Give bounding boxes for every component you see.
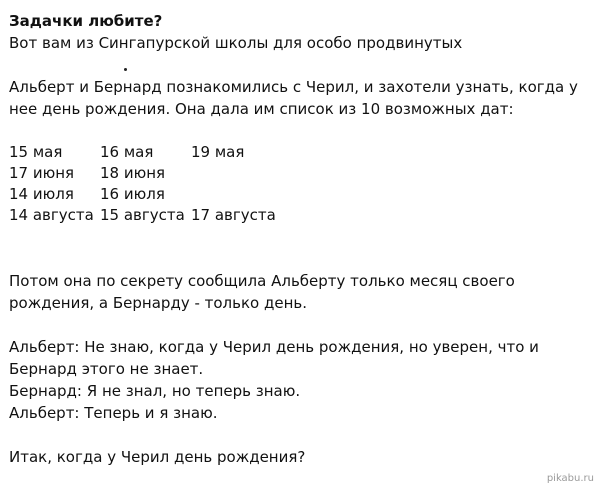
dialogue-line-2: Бернард этого не знает.	[9, 360, 204, 378]
intro-line-2: нее день рождения. Она дала им список из 10 возможных дат:	[9, 100, 514, 118]
question: Итак, когда у Черил день рождения?	[9, 448, 306, 466]
heading: Задачки любите?	[9, 12, 163, 30]
dialogue-line-1: Альберт: Не знаю, когда у Черил день рождения, но уверен, что и	[9, 338, 539, 356]
secret-line-2: рождения, а Бернарду - только день.	[9, 294, 308, 312]
date-item: 19 мая	[191, 143, 245, 161]
intro-line-1: Альберт и Бернард познакомились с Черил, и захотели узнать, когда у	[9, 78, 578, 96]
date-item: 15 мая	[9, 143, 63, 161]
date-item: 14 августа	[9, 206, 94, 224]
date-row-may	[9, 142, 594, 163]
date-item: 18 июня	[100, 164, 166, 182]
secret-line-1: Потом она по секрету сообщила Альберту только месяц своего	[9, 272, 515, 290]
stray-dot	[124, 68, 127, 71]
dialogue-line-3: Бернард: Я не знал, но теперь знаю.	[9, 382, 301, 400]
subtitle: Вот вам из Сингапурской школы для особо продвинутых	[9, 34, 463, 52]
date-item: 14 июля	[9, 185, 74, 203]
date-list	[9, 142, 594, 226]
date-item: 17 июня	[9, 164, 75, 182]
dialogue-line-4: Альберт: Теперь и я знаю.	[9, 404, 218, 422]
date-item: 16 мая	[100, 143, 154, 161]
date-row-june	[9, 163, 594, 184]
date-item: 17 августа	[191, 206, 276, 224]
date-item: 15 августа	[100, 206, 185, 224]
problem-text	[9, 10, 594, 468]
date-row-august	[9, 205, 594, 226]
date-item: 16 июля	[100, 185, 165, 203]
date-row-july	[9, 184, 594, 205]
watermark: pikabu.ru	[546, 473, 594, 484]
